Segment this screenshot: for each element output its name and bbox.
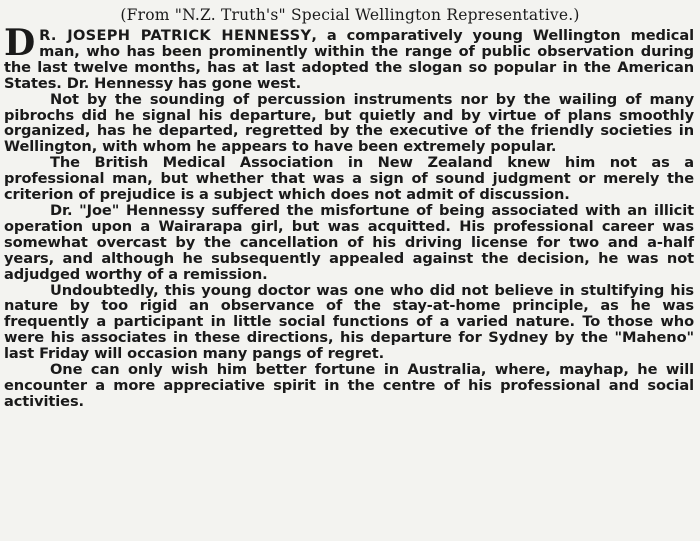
article-paragraph-2: Not by the sounding of percussion instruments nor by the wailing of many pibrochs did he signal his departure, but quietly and by virtue of plans smoothly organized, has he departed, regretted by the executive of the friendly societies in Wellington, with whom he appears to have been extremely popular. bbox=[4, 90, 694, 156]
dateline: (From "N.Z. Truth's" Special Wellington Representative.) bbox=[120, 6, 580, 24]
article-paragraph-4: Dr. "Joe" Hennessy suffered the misfortune of being associated with an illicit operation upon a Wairarapa girl, but was acquitted. His professional career was somewhat overcast by the cancellation of his driving license for two and a-half years, and although he subsequently appealed against the decision, he was not adjudged worthy of a remission. bbox=[4, 201, 694, 283]
article-paragraph-1 bbox=[4, 22, 694, 92]
paragraph-text: , a comparatively young Wellington medical man, who has been prominently within the range of public observation during the last twelve months, has at last adopted the slogan so popular in the American States. Dr. Hennessy has gone west. bbox=[4, 27, 694, 92]
article-body bbox=[4, 22, 694, 410]
article-paragraph-5: Undoubtedly, this young doctor was one who did not believe in stultifying his nature by too rigid an observance of the stay-at-home principle, as he was frequently a participant in little social functions of a varied nature. To those who were his associates in these directions, his departure for Sydney by the "Maheno" last Friday will occasion many pangs of regret. bbox=[4, 281, 694, 363]
drop-cap: D bbox=[4, 22, 36, 64]
article-paragraph-6: One can only wish him better fortune in Australia, where, mayhap, he will encounter a more appreciative spirit in the centre of his professional and social activities. bbox=[4, 361, 694, 410]
lead-name: R. JOSEPH PATRICK HENNESSY bbox=[39, 27, 312, 44]
article-paragraph-3: The British Medical Association in New Zealand knew him not as a professional man, but whether that was a sign of sound judgment or merely the criterion of prejudice is a subject which does not admit of discussion. bbox=[4, 154, 694, 204]
